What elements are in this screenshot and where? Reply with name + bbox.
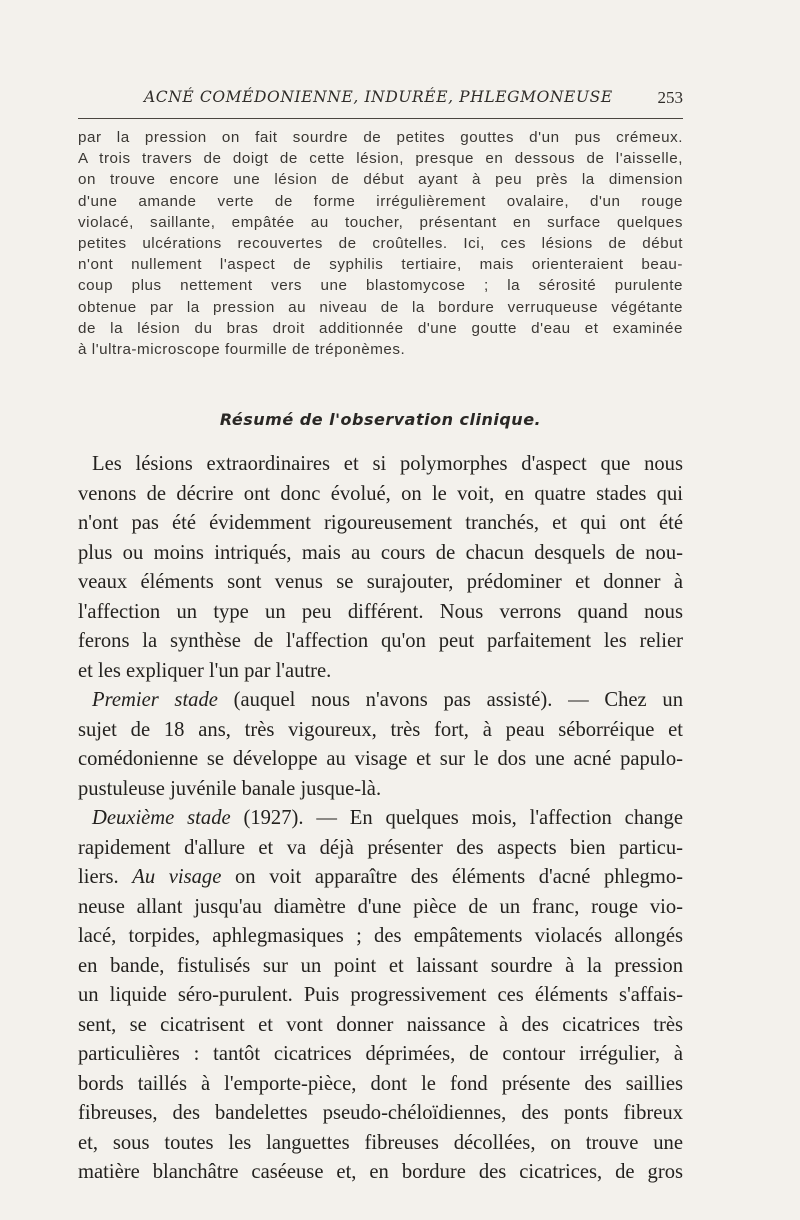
summary-line [78,863,683,893]
continuation-line: A trois travers de doigt de cette lésion, presque en dessous de l'aisselle, [78,150,683,168]
continuation-line: n'ont nullement l'aspect de syphilis tertiaire, mais orienteraient beau- [78,256,683,274]
summary-line: et, sous toutes les languettes fibreuses décollées, on trouve une [78,1131,683,1154]
page-number: 253 [657,88,683,107]
stage-two-label: Deuxième stade [92,807,231,829]
summary-line: lacé, torpides, aphlegmasiques ; des empâtements violacés allongés [78,925,683,947]
summary-text: on voit apparaître des éléments d'acné phlegmo- [221,866,683,888]
summary-line: matière blanchâtre caséeuse et, en bordure des cicatrices, de gros [78,1161,683,1183]
stage-one-label: Premier stade [92,689,218,711]
section-heading: Résumé de l'observation clinique. [219,410,542,429]
continuation-line: d'une amande verte de forme irrégulièrement ovalaire, d'un rouge [78,192,683,210]
summary-line: n'ont pas été évidemment rigoureusement tranchés, et qui ont été [78,512,683,534]
continuation-line: par la pression on fait sourdre de petites gouttes d'un pus crémeux. [78,129,683,146]
continuation-line: violacé, saillante, empâtée au toucher, présentant en surface quelques [78,213,683,231]
running-head [78,88,683,112]
summary-line: l'affection un type un peu différent. Nous verrons quand nous [78,600,683,623]
stage-two-text: (1927). — En quelques mois, l'affection change [230,807,683,829]
summary-line: sent, se cicatrisent et vont donner naissance à des cicatrices très [78,1013,683,1036]
summary-line: en bande, fistulisés sur un point et laissant sourdre à la pression [78,954,683,977]
summary-line: venons de décrire ont donc évolué, on le voit, en quatre stades qui [78,482,683,505]
summary-line: pustuleuse juvénile banale jusque-là. [78,777,382,800]
continuation-line: petites ulcérations recouvertes de croûtelles. Ici, ces lésions de début [78,234,683,252]
continuation-line: à l'ultra-microscope fourmille de tréponèmes. [78,340,406,358]
continuation-line: obtenue par la pression au niveau de la bordure verruqueuse végétante [78,298,683,316]
stage-one-text: (auquel nous n'avons pas assisté). — Chez un [217,689,684,711]
visage-label: Au visage [132,866,222,888]
summary-line: un liquide séro-purulent. Puis progressivement ces éléments s'affais- [78,984,683,1006]
summary-line: bords taillés à l'emporte-pièce, dont le fond présente des saillies [78,1072,683,1095]
summary-line: neuse allant jusqu'au diamètre d'une pièce de un franc, rouge vio- [78,895,683,918]
summary-line: sujet de 18 ans, très vigoureux, très fort, à peau séborréique et [78,718,683,741]
running-title: ACNÉ COMÉDONIENNE, INDURÉE, PHLEGMONEUSE [144,88,613,106]
summary-text: liers. [78,866,133,888]
stage-one-line [78,686,683,716]
summary-line: fibreuses, des bandelettes pseudo-chéloïdiennes, des ponts fibreux [78,1102,683,1124]
summary-line: comédonienne se développe au visage et sur le dos une acné papulo- [78,748,683,770]
continuation-line: de la lésion du bras droit additionnée d'une goutte d'eau et examinée [78,319,683,337]
summary-line: particulières : tantôt cicatrices déprimées, de contour irrégulier, à [78,1043,683,1065]
continuation-line: on trouve encore une lésion de début ayant à peu près la dimension [78,171,683,189]
summary-line: ferons la synthèse de l'affection qu'on peut parfaitement les relier [78,630,683,652]
summary-line: rapidement d'allure et va déjà présenter des aspects bien particu- [78,836,683,859]
summary-line: et les expliquer l'un par l'autre. [78,659,332,682]
clinical-summary [78,450,683,1188]
observation-continuation [78,127,683,360]
summary-line: Les lésions extraordinaires et si polymorphes d'aspect que nous [92,453,683,475]
header-rule [78,118,683,119]
continuation-line: coup plus nettement vers une blastomycose ; la sérosité purulente [78,277,683,295]
stage-two-line [78,804,683,834]
summary-line: veaux éléments sont venus se surajouter, prédominer et donner à [78,571,683,593]
summary-line: plus ou moins intriqués, mais au cours de chacun desquels de nou- [78,541,683,564]
